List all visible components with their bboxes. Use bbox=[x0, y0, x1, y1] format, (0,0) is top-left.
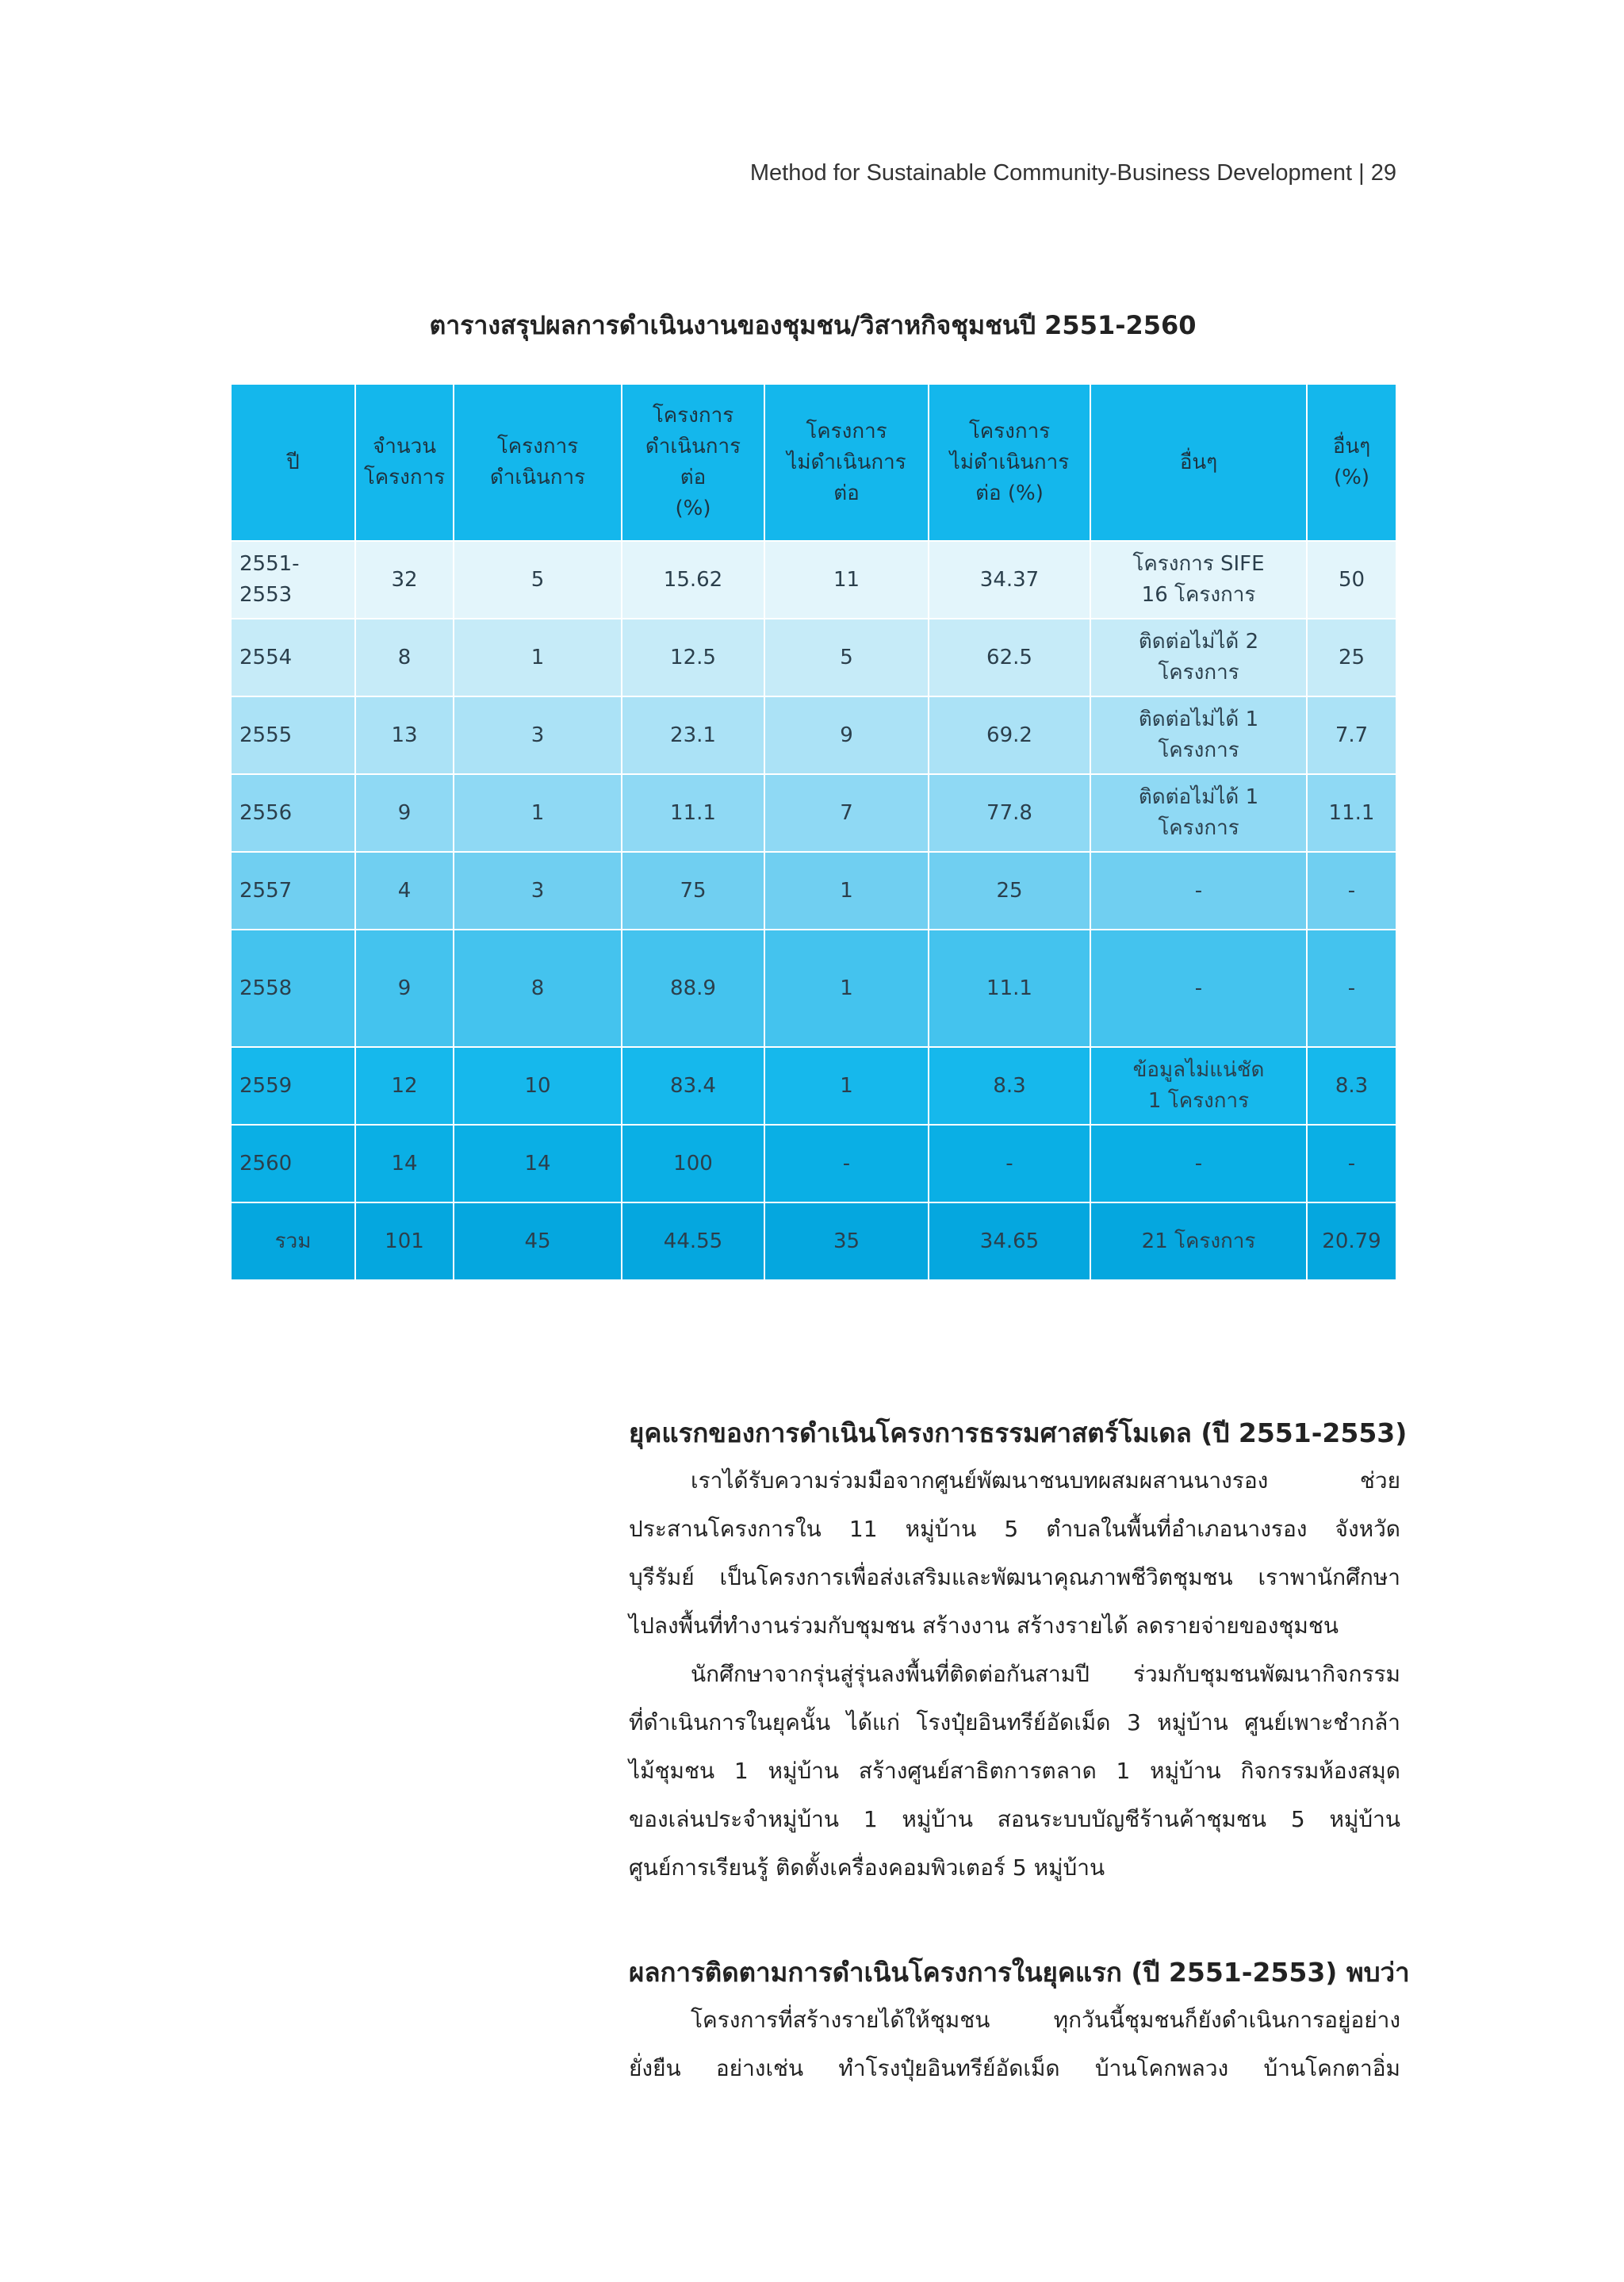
cell-discontinued-pct: 77.8 bbox=[929, 774, 1090, 852]
cell-ongoing: 1 bbox=[454, 774, 622, 852]
table-title: ตารางสรุปผลการดำเนินงานของชุมชน/วิสาหกิจชุมชนปี 2551-2560 bbox=[429, 310, 1197, 340]
section1-paragraph bbox=[629, 1456, 1400, 1892]
cell-year: 2558 bbox=[231, 930, 355, 1047]
table-header-row bbox=[231, 384, 1396, 541]
cell-year: 2557 bbox=[231, 852, 355, 930]
paragraph-line: บุรีรัมย์ เป็นโครงการเพื่อส่งเสริมและพัฒนาคุณภาพชีวิตชุมชน เราพานักศึกษา bbox=[629, 1564, 1400, 1590]
cell-year: 2559 bbox=[231, 1047, 355, 1125]
cell-discontinued: 11 bbox=[764, 541, 929, 619]
cell-ongoing-pct: 15.62 bbox=[622, 541, 764, 619]
cell-year: 2555 bbox=[231, 696, 355, 774]
cell-discontinued-pct: - bbox=[929, 1125, 1090, 1202]
cell-project-count: 13 bbox=[355, 696, 454, 774]
paragraph-line: เราได้รับความร่วมมือจากศูนย์พัฒนาชนบทผสมผสานนางรอง ช่วย bbox=[691, 1467, 1400, 1494]
cell-other-pct: 8.3 bbox=[1307, 1047, 1396, 1125]
cell-project-count: 9 bbox=[355, 774, 454, 852]
cell-other: ติดต่อไม่ได้ 1 โครงการ bbox=[1090, 696, 1307, 774]
cell-other: 21 โครงการ bbox=[1090, 1202, 1307, 1280]
cell-other-pct: 11.1 bbox=[1307, 774, 1396, 852]
paragraph-line: ที่ดำเนินการในยุคนั้น ได้แก่ โรงปุ๋ยอินทรีย์อัดเม็ด 3 หมู่บ้าน ศูนย์เพาะชำกล้า bbox=[629, 1709, 1400, 1735]
table-row bbox=[231, 1125, 1396, 1202]
cell-ongoing: 14 bbox=[454, 1125, 622, 1202]
cell-project-count: 4 bbox=[355, 852, 454, 930]
cell-other-pct: - bbox=[1307, 930, 1396, 1047]
section2-heading: ผลการติดตามการดำเนินโครงการในยุคแรก (ปี 2551-2553) พบว่า bbox=[629, 1957, 1410, 1988]
cell-project-count: 8 bbox=[355, 619, 454, 696]
paragraph-line: ไปลงพื้นที่ทำงานร่วมกับชุมชน สร้างงาน สร้างรายได้ ลดรายจ่ายของชุมชน bbox=[629, 1613, 1339, 1639]
cell-ongoing: 8 bbox=[454, 930, 622, 1047]
cell-discontinued: - bbox=[764, 1125, 929, 1202]
table-row bbox=[231, 852, 1396, 930]
header-project-count: จำนวน โครงการ bbox=[355, 384, 454, 541]
cell-other: ข้อมูลไม่แน่ชัด 1 โครงการ bbox=[1090, 1047, 1307, 1125]
cell-discontinued-pct: 11.1 bbox=[929, 930, 1090, 1047]
cell-discontinued-pct: 34.37 bbox=[929, 541, 1090, 619]
cell-year: รวม bbox=[231, 1202, 355, 1280]
cell-year: 2551-2553 bbox=[231, 541, 355, 619]
paragraph-line: ศูนย์การเรียนรู้ ติดตั้งเครื่องคอมพิวเตอร์ 5 หมู่บ้าน bbox=[629, 1854, 1105, 1881]
paragraph-line: โครงการที่สร้างรายได้ให้ชุมชน ทุกวันนี้ชุมชนก็ยังดำเนินการอยู่อย่าง bbox=[691, 2007, 1400, 2033]
cell-project-count: 101 bbox=[355, 1202, 454, 1280]
cell-discontinued: 1 bbox=[764, 930, 929, 1047]
cell-project-count: 12 bbox=[355, 1047, 454, 1125]
cell-other: - bbox=[1090, 1125, 1307, 1202]
cell-other-pct: 7.7 bbox=[1307, 696, 1396, 774]
cell-discontinued: 1 bbox=[764, 852, 929, 930]
cell-year: 2560 bbox=[231, 1125, 355, 1202]
header-year: ปี bbox=[231, 384, 355, 541]
header-other: อื่นๆ bbox=[1090, 384, 1307, 541]
cell-ongoing-pct: 88.9 bbox=[622, 930, 764, 1047]
cell-ongoing-pct: 100 bbox=[622, 1125, 764, 1202]
cell-other: - bbox=[1090, 930, 1307, 1047]
table-row bbox=[231, 1047, 1396, 1125]
table-row bbox=[231, 930, 1396, 1047]
section1-heading: ยุคแรกของการดำเนินโครงการธรรมศาสตร์โมเดล (ปี 2551-2553) bbox=[629, 1417, 1408, 1448]
header-ongoing-pct: โครงการ ดำเนินการ ต่อ (%) bbox=[622, 384, 764, 541]
cell-discontinued: 35 bbox=[764, 1202, 929, 1280]
cell-other: โครงการ SIFE 16 โครงการ bbox=[1090, 541, 1307, 619]
cell-discontinued-pct: 69.2 bbox=[929, 696, 1090, 774]
summary-table bbox=[230, 383, 1397, 1281]
cell-other: - bbox=[1090, 852, 1307, 930]
cell-discontinued-pct: 62.5 bbox=[929, 619, 1090, 696]
cell-ongoing: 10 bbox=[454, 1047, 622, 1125]
cell-ongoing: 3 bbox=[454, 696, 622, 774]
cell-ongoing: 5 bbox=[454, 541, 622, 619]
cell-discontinued-pct: 25 bbox=[929, 852, 1090, 930]
cell-ongoing: 3 bbox=[454, 852, 622, 930]
table-row bbox=[231, 774, 1396, 852]
cell-discontinued: 1 bbox=[764, 1047, 929, 1125]
paragraph-line: นักศึกษาจากรุ่นสู่รุ่นลงพื้นที่ติดต่อกันสามปี ร่วมกับชุมชนพัฒนากิจกรรม bbox=[691, 1661, 1400, 1687]
header-discontinued-pct: โครงการ ไม่ดำเนินการ ต่อ (%) bbox=[929, 384, 1090, 541]
cell-discontinued-pct: 34.65 bbox=[929, 1202, 1090, 1280]
cell-other-pct: 20.79 bbox=[1307, 1202, 1396, 1280]
cell-year: 2554 bbox=[231, 619, 355, 696]
cell-other-pct: - bbox=[1307, 852, 1396, 930]
table-row bbox=[231, 696, 1396, 774]
running-head: Method for Sustainable Community-Business Development | 29 bbox=[749, 160, 1396, 186]
section2-paragraph bbox=[629, 1996, 1400, 2092]
table-row bbox=[231, 541, 1396, 619]
cell-ongoing: 45 bbox=[454, 1202, 622, 1280]
cell-ongoing-pct: 44.55 bbox=[622, 1202, 764, 1280]
header-other-pct: อื่นๆ (%) bbox=[1307, 384, 1396, 541]
cell-other: ติดต่อไม่ได้ 2 โครงการ bbox=[1090, 619, 1307, 696]
cell-project-count: 14 bbox=[355, 1125, 454, 1202]
table-row bbox=[231, 619, 1396, 696]
cell-discontinued: 5 bbox=[764, 619, 929, 696]
cell-ongoing-pct: 11.1 bbox=[622, 774, 764, 852]
header-ongoing: โครงการ ดำเนินการ bbox=[454, 384, 622, 541]
cell-other-pct: - bbox=[1307, 1125, 1396, 1202]
paragraph-line: ยั่งยืน อย่างเช่น ทำโรงปุ๋ยอินทรีย์อัดเม็ด บ้านโคกพลวง บ้านโคกตาอิ่ม bbox=[629, 2055, 1400, 2081]
cell-discontinued: 7 bbox=[764, 774, 929, 852]
cell-project-count: 9 bbox=[355, 930, 454, 1047]
cell-ongoing-pct: 83.4 bbox=[622, 1047, 764, 1125]
paragraph-line: ของเล่นประจำหมู่บ้าน 1 หมู่บ้าน สอนระบบบัญชีร้านค้าชุมชน 5 หมู่บ้าน bbox=[629, 1806, 1400, 1832]
cell-other-pct: 25 bbox=[1307, 619, 1396, 696]
cell-year: 2556 bbox=[231, 774, 355, 852]
cell-project-count: 32 bbox=[355, 541, 454, 619]
paragraph-line: ไม้ชุมชน 1 หมู่บ้าน สร้างศูนย์สาธิตการตลาด 1 หมู่บ้าน กิจกรรมห้องสมุด bbox=[629, 1758, 1400, 1784]
cell-ongoing: 1 bbox=[454, 619, 622, 696]
cell-other-pct: 50 bbox=[1307, 541, 1396, 619]
table-body bbox=[231, 541, 1396, 1280]
cell-ongoing-pct: 75 bbox=[622, 852, 764, 930]
header-discontinued: โครงการ ไม่ดำเนินการ ต่อ bbox=[764, 384, 929, 541]
cell-discontinued: 9 bbox=[764, 696, 929, 774]
cell-discontinued-pct: 8.3 bbox=[929, 1047, 1090, 1125]
paragraph-line: ประสานโครงการใน 11 หมู่บ้าน 5 ตำบลในพื้นที่อำเภอนางรอง จังหวัด bbox=[629, 1516, 1400, 1542]
cell-other: ติดต่อไม่ได้ 1 โครงการ bbox=[1090, 774, 1307, 852]
cell-ongoing-pct: 23.1 bbox=[622, 696, 764, 774]
cell-ongoing-pct: 12.5 bbox=[622, 619, 764, 696]
table-row bbox=[231, 1202, 1396, 1280]
